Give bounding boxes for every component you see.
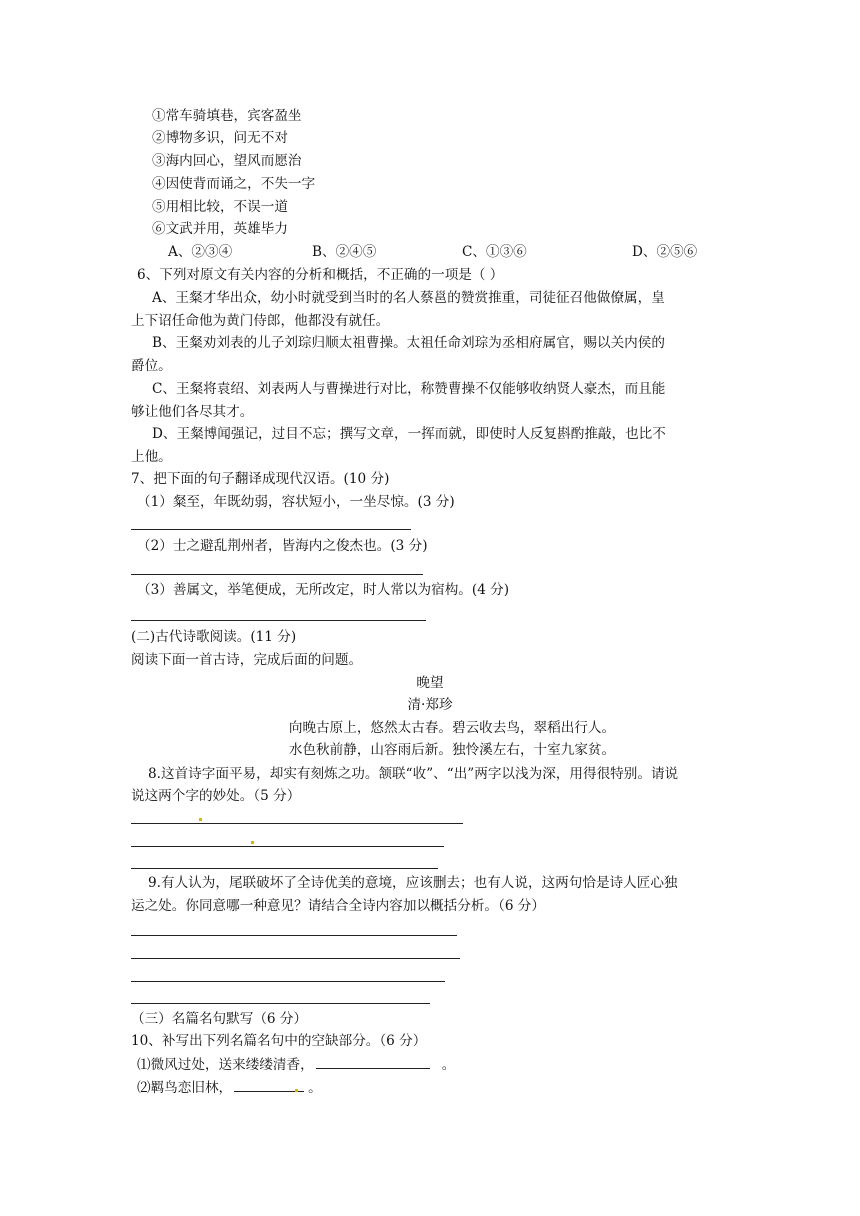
answer-line[interactable] (131, 981, 445, 982)
list-item: ①常车骑填巷，宾客盈坐 (152, 108, 302, 124)
question-7-stem: 7、把下面的句子翻译成现代汉语。(10 分) (131, 471, 390, 487)
option-d: D、②⑤⑥ (632, 244, 698, 260)
q6-option-c-line1: C、王粲将袁绍、刘表两人与曹操进行对比，称赞曹操不仅能够收纳贤人豪杰，而且能 (152, 381, 666, 397)
option-c: C、①③⑥ (462, 244, 527, 260)
marker-dot (295, 1089, 298, 1092)
q7-sentence-1: （1）粲至，年既幼弱，容状短小，一坐尽惊。(3 分) (137, 494, 455, 510)
answer-line[interactable] (131, 958, 460, 959)
question-8-line2: 说这两个字的妙处。（5 分） (131, 788, 301, 804)
question-6-stem: 6、下列对原文有关内容的分析和概括，不正确的一项是（ ） (137, 267, 504, 283)
poem-author: 清·郑珍 (407, 697, 453, 713)
q6-option-a-line2: 上下诏任命他为黄门侍郎，他都没有就任。 (131, 313, 390, 329)
answer-line[interactable] (131, 574, 423, 575)
question-9-line1: 9.有人认为，尾联破坏了全诗优美的意境，应该删去；也有人说，这两句恰是诗人匠心独 (148, 875, 678, 891)
question-9-line2: 运之处。你同意哪一种意见？请结合全诗内容加以概括分析。（6 分） (131, 898, 545, 914)
answer-line[interactable] (131, 823, 463, 824)
answer-line[interactable] (131, 529, 411, 530)
q10-sentence-2-end: 。 (308, 1080, 322, 1096)
answer-line[interactable] (131, 846, 444, 847)
q6-option-d-line1: D、王粲博闻强记，过目不忘；撰写文章，一挥而就，即使时人反复斟酌推敲，也比不 (152, 426, 666, 442)
poem-title: 晚望 (416, 675, 444, 691)
option-b: B、②④⑤ (312, 244, 377, 260)
section-2-intro: 阅读下面一首古诗，完成后面的问题。 (131, 652, 363, 668)
poem-line-2: 水色秋前静，山容雨后新。独怜溪左右，十室九家贫。 (288, 742, 616, 758)
q7-sentence-3: （3）善属文，举笔便成，无所改定，时人常以为宿构。(4 分) (137, 582, 510, 598)
list-item: ③海内回心，望风而愿治 (152, 153, 302, 169)
section-2-title: (二)古代诗歌阅读。(11 分) (131, 629, 297, 645)
section-3-title: （三）名篇名句默写（6 分） (131, 1011, 308, 1027)
question-8-line1: 8.这首诗字面平易，却实有刻炼之功。颔联“收”、“出”两字以浅为深，用得很特别。请说 (148, 766, 679, 782)
fill-blank[interactable] (234, 1077, 304, 1092)
option-a: A、②③④ (168, 244, 233, 260)
poem-line-1: 向晚古原上，悠然太古春。碧云收去鸟，翠稻出行人。 (288, 720, 616, 736)
q6-option-d-line2: 上他。 (131, 449, 172, 465)
fill-blank[interactable] (316, 1054, 430, 1069)
question-10-stem: 10、补写出下列名篇名句中的空缺部分。（6 分） (131, 1033, 427, 1049)
q7-sentence-2: （2）士之避乱荆州者，皆海内之俊杰也。(3 分) (137, 538, 428, 554)
answer-line[interactable] (131, 868, 438, 869)
answer-line[interactable] (131, 620, 426, 621)
q6-option-b-line2: 爵位。 (131, 358, 172, 374)
answer-line[interactable] (131, 935, 457, 936)
q6-option-c-line2: 够让他们各尽其才。 (131, 404, 254, 420)
marker-dot (251, 841, 254, 844)
list-item: ④因使背而诵之，不失一字 (152, 176, 316, 192)
list-item: ②博物多识，问无不对 (152, 130, 288, 146)
q6-option-b-line1: B、王粲劝刘表的儿子刘琮归顺太祖曹操。太祖任命刘琮为丞相府属官，赐以关内侯的 (152, 335, 665, 351)
q10-sentence-1-end: 。 (441, 1057, 456, 1073)
q10-sentence-1-text: ⑴微风过处，送来缕缕清香， (137, 1057, 314, 1073)
list-item: ⑥文武并用，英雄毕力 (152, 221, 288, 237)
list-item: ⑤用相比较，不误一道 (152, 199, 288, 215)
q10-sentence-2 (137, 1077, 322, 1098)
answer-line[interactable] (131, 1003, 430, 1004)
q10-sentence-1 (137, 1054, 455, 1075)
q6-option-a-line1: A、王粲才华出众，幼小时就受到当时的名人蔡邕的赞赏推重，司徒征召他做僚属，皇 (152, 290, 665, 306)
marker-dot (199, 818, 202, 821)
q10-sentence-2-text: ⑵羁鸟恋旧林， (137, 1080, 233, 1096)
